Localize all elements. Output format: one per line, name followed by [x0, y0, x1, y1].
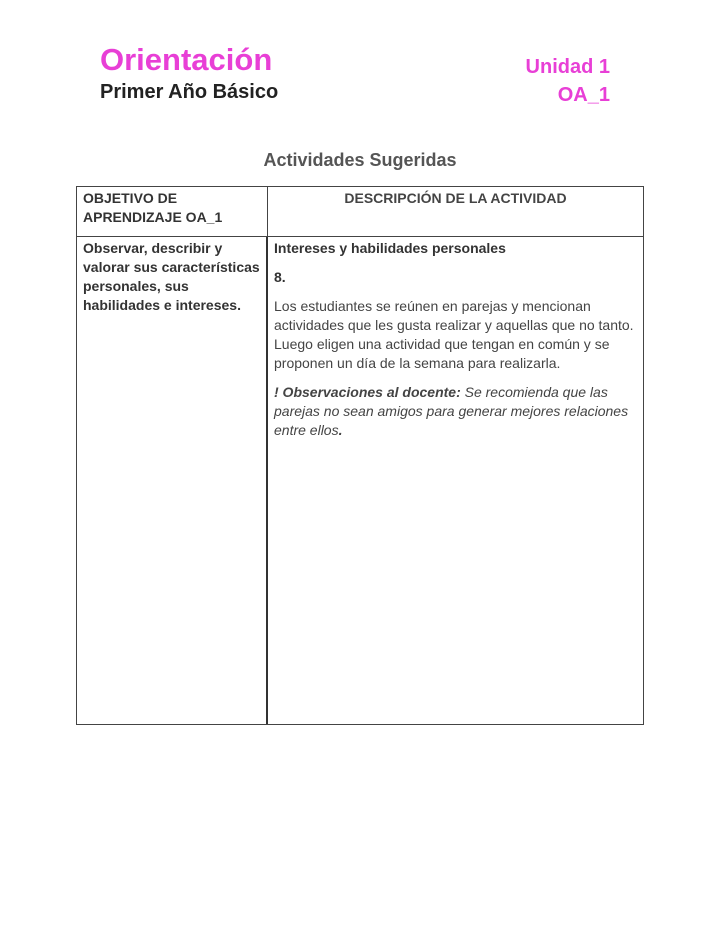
objective-text: Observar, describir y valorar sus características personales, sus habilidades e intereses.: [77, 237, 268, 724]
unit-info: [526, 53, 610, 109]
objective-column-header: OBJETIVO DE APRENDIZAJE OA_1: [77, 187, 268, 237]
objective-code: OA_1: [557, 84, 610, 106]
activity-number: 8.: [274, 269, 286, 285]
unit-label: Unidad 1: [525, 56, 610, 78]
description-column-header: DESCRIPCIÓN DE LA ACTIVIDAD: [268, 187, 643, 237]
activity-description: Los estudiantes se reúnen en parejas y mencionan actividades que les gusta realizar y aquellas que no tanto. Luego eligen una actividad que tengan en común y se proponen un día de la semana para realizarla.: [274, 298, 634, 371]
document-subtitle: Primer Año Básico: [100, 81, 279, 103]
observation-label: ! Observaciones al docente:: [274, 384, 461, 400]
section-title: Actividades Sugeridas: [263, 150, 457, 170]
observation-text: Se recomienda que las parejas no sean amigos para generar mejores relaciones entre ellos: [274, 384, 629, 438]
observation-end: .: [338, 422, 343, 438]
activities-table: [76, 186, 644, 725]
document-title: Orientación: [100, 42, 273, 77]
teacher-observation: [274, 383, 637, 440]
activity-description-cell: [268, 237, 643, 724]
document-header: [100, 40, 278, 104]
activity-title: Intereses y habilidades personales: [274, 240, 506, 256]
